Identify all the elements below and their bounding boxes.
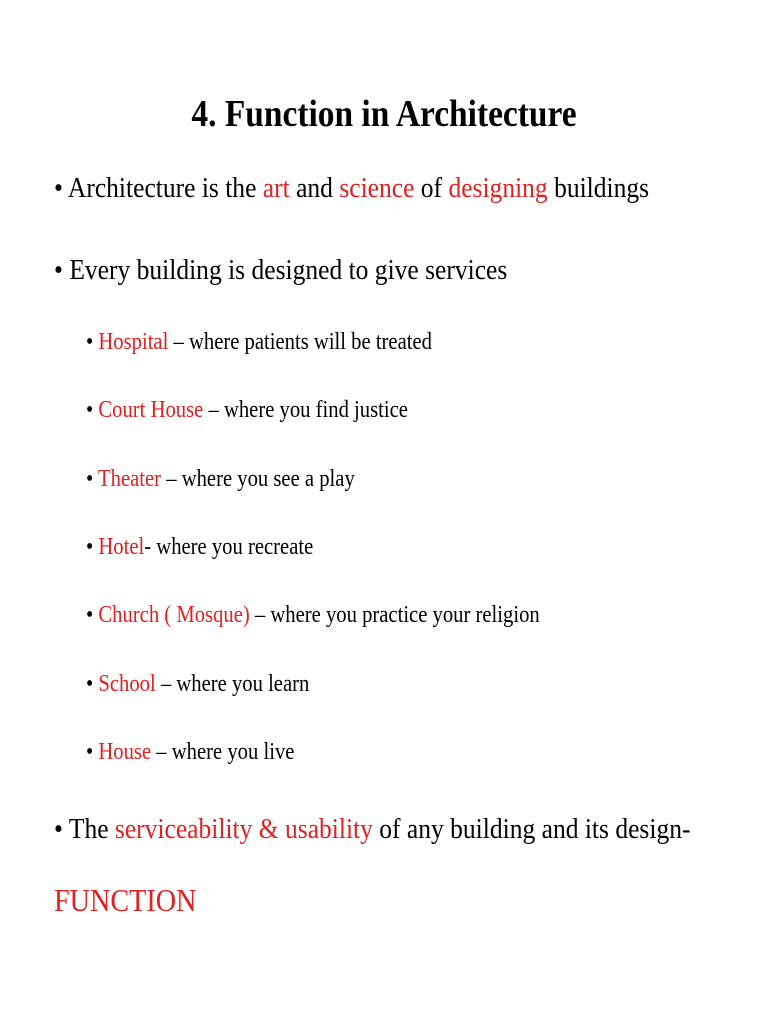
intro-text: of <box>414 172 449 204</box>
bullet-dot: • <box>54 813 63 845</box>
service-item-school <box>86 671 309 698</box>
service-item-church-mosque <box>86 602 540 629</box>
service-item-hospital <box>86 329 432 356</box>
bullet-dot: • <box>86 397 94 423</box>
service-item-theater <box>86 466 355 493</box>
bullet-dot: • <box>54 254 63 286</box>
service-name: Hotel <box>98 534 145 560</box>
bullet-services <box>54 254 507 287</box>
service-desc: - where you recreate <box>144 534 314 560</box>
service-desc: – where you find justice <box>203 397 408 423</box>
highlight-art: art <box>262 172 290 204</box>
conclusion-text: of any building and its design- <box>372 813 691 845</box>
service-name: School <box>98 671 156 697</box>
service-desc: – where you live <box>151 739 295 765</box>
service-desc: – where you practice your religion <box>249 602 540 628</box>
service-desc: – where you see a play <box>161 466 355 492</box>
intro-text: and <box>289 172 340 204</box>
highlight-science: science <box>339 172 415 204</box>
bullet-dot: • <box>54 172 63 204</box>
slide-title: 4. Function in Architecture <box>191 93 577 135</box>
function-keyword: FUNCTION <box>54 882 197 918</box>
service-desc: – where you learn <box>155 671 310 697</box>
service-item-hotel <box>86 534 313 561</box>
bullet-dot: • <box>86 739 94 765</box>
highlight-serviceability-usability: serviceability & usability <box>114 813 373 845</box>
service-item-court-house <box>86 397 408 424</box>
intro-text: buildings <box>547 172 650 204</box>
service-name: House <box>98 739 152 765</box>
service-name: Hospital <box>98 329 169 355</box>
conclusion-text: The <box>68 813 115 845</box>
service-name: Theater <box>98 466 162 492</box>
service-name: Court House <box>98 397 204 423</box>
service-item-house <box>86 739 294 766</box>
service-desc: – where patients will be treated <box>168 329 432 355</box>
bullet-architecture-definition <box>54 172 649 205</box>
bullet-dot: • <box>86 602 94 628</box>
intro-text: Architecture is the <box>67 172 263 204</box>
bullet-dot: • <box>86 466 94 492</box>
bullet-conclusion <box>54 813 690 846</box>
services-text: Every building is designed to give services <box>69 254 508 286</box>
highlight-designing: designing <box>448 172 548 204</box>
bullet-dot: • <box>86 329 94 355</box>
bullet-dot: • <box>86 671 94 697</box>
bullet-dot: • <box>86 534 94 560</box>
service-name: Church ( Mosque) <box>98 602 250 628</box>
